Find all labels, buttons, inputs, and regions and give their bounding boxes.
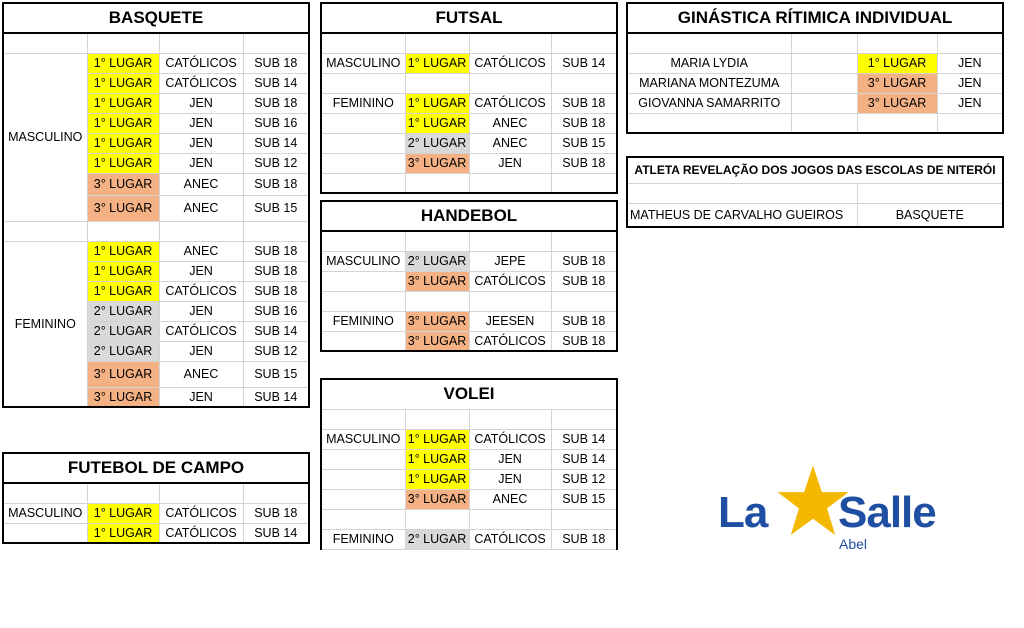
empty-cell: [321, 291, 405, 311]
table-row: [3, 523, 309, 543]
team-cell: ANEC: [469, 133, 551, 153]
empty-cell: [321, 489, 405, 509]
team-cell: ANEC: [159, 173, 243, 195]
place-cell: 3° LUGAR: [87, 195, 159, 221]
place-cell: 3° LUGAR: [405, 153, 469, 173]
team-cell: CATÓLICOS: [159, 523, 243, 543]
category-cell: SUB 14: [551, 449, 617, 469]
place-cell: 3° LUGAR: [87, 387, 159, 407]
empty-cell: [405, 73, 469, 93]
team-cell: JEPE: [469, 251, 551, 271]
place-cell: 1° LUGAR: [405, 53, 469, 73]
empty-cell: [469, 73, 551, 93]
table-row: [321, 271, 617, 291]
handebol-table: [320, 200, 618, 352]
category-cell: SUB 18: [551, 331, 617, 351]
revelacao-section: [626, 156, 1004, 228]
empty-cell: [321, 469, 405, 489]
place-cell: 2° LUGAR: [87, 341, 159, 361]
basquete-section: [2, 2, 310, 408]
basquete-table: [2, 2, 310, 408]
empty-cell: [627, 113, 791, 133]
basquete-title: BASQUETE: [3, 3, 309, 33]
empty-cell: [321, 73, 405, 93]
category-cell: SUB 14: [243, 133, 309, 153]
futsal-table: [320, 2, 618, 194]
category-cell: SUB 16: [243, 113, 309, 133]
place-cell: 1° LUGAR: [87, 153, 159, 173]
empty-cell: [243, 221, 309, 241]
place-cell: 1° LUGAR: [87, 73, 159, 93]
team-cell: JEN: [159, 387, 243, 407]
empty-cell: [321, 173, 405, 193]
team-cell: CATÓLICOS: [469, 331, 551, 351]
empty-cell: [551, 73, 617, 93]
table-row: [3, 241, 309, 261]
place-cell: 1° LUGAR: [405, 113, 469, 133]
empty-cell: [159, 221, 243, 241]
place-cell: 2° LUGAR: [405, 251, 469, 271]
futebol-section: [2, 452, 310, 544]
gender-label: FEMININO: [321, 93, 405, 113]
team-cell: JEN: [937, 93, 1003, 113]
empty-cell: [87, 221, 159, 241]
team-cell: CATÓLICOS: [159, 281, 243, 301]
category-cell: SUB 18: [243, 261, 309, 281]
logo-word-salle: Salle: [838, 488, 936, 537]
place-cell: 1° LUGAR: [87, 53, 159, 73]
category-cell: SUB 18: [551, 529, 617, 549]
empty-cell: [791, 113, 857, 133]
team-cell: CATÓLICOS: [469, 529, 551, 549]
team-cell: JEN: [469, 153, 551, 173]
futebol-table: [2, 452, 310, 544]
athlete-name-cell: GIOVANNA SAMARRITO: [627, 93, 791, 113]
table-row: [321, 93, 617, 113]
category-cell: SUB 18: [243, 241, 309, 261]
handebol-section: [320, 200, 618, 352]
revelacao-sport: BASQUETE: [857, 203, 1003, 227]
category-cell: SUB 18: [551, 153, 617, 173]
team-cell: JEN: [159, 153, 243, 173]
place-cell: 1° LUGAR: [87, 523, 159, 543]
team-cell: CATÓLICOS: [159, 53, 243, 73]
place-cell: 3° LUGAR: [857, 93, 937, 113]
team-cell: JEN: [469, 449, 551, 469]
category-cell: SUB 12: [243, 153, 309, 173]
category-cell: SUB 14: [243, 387, 309, 407]
team-cell: CATÓLICOS: [159, 73, 243, 93]
gender-label: FEMININO: [321, 311, 405, 331]
team-cell: JEN: [469, 469, 551, 489]
place-cell: 2° LUGAR: [405, 529, 469, 549]
table-row: [321, 133, 617, 153]
category-cell: SUB 18: [551, 271, 617, 291]
category-cell: SUB 15: [243, 195, 309, 221]
gender-label: MASCULINO: [321, 429, 405, 449]
volei-table: [320, 378, 618, 550]
gender-label: FEMININO: [321, 529, 405, 549]
table-row: [627, 93, 1003, 113]
empty-cell: [321, 133, 405, 153]
la-salle-logo: [718, 462, 948, 557]
category-cell: SUB 18: [551, 311, 617, 331]
category-cell: SUB 14: [551, 53, 617, 73]
empty-cell: [3, 523, 87, 543]
place-cell: 2° LUGAR: [405, 133, 469, 153]
volei-section: [320, 378, 618, 550]
gender-label: MASCULINO: [3, 503, 87, 523]
place-cell: 3° LUGAR: [405, 311, 469, 331]
category-cell: SUB 18: [551, 251, 617, 271]
gender-label: MASCULINO: [3, 53, 87, 221]
place-cell: 1° LUGAR: [405, 469, 469, 489]
category-cell: SUB 12: [243, 341, 309, 361]
team-cell: JEN: [159, 113, 243, 133]
team-cell: CATÓLICOS: [159, 503, 243, 523]
place-cell: 1° LUGAR: [405, 449, 469, 469]
place-cell: 3° LUGAR: [87, 361, 159, 387]
category-cell: SUB 16: [243, 301, 309, 321]
gender-label: MASCULINO: [321, 251, 405, 271]
category-cell: SUB 12: [551, 469, 617, 489]
place-cell: 1° LUGAR: [87, 281, 159, 301]
category-cell: SUB 14: [243, 321, 309, 341]
empty-cell: [937, 113, 1003, 133]
empty-cell: [791, 73, 857, 93]
handebol-title: HANDEBOL: [321, 201, 617, 231]
empty-cell: [857, 113, 937, 133]
table-row: [321, 429, 617, 449]
place-cell: 1° LUGAR: [405, 93, 469, 113]
category-cell: SUB 15: [551, 133, 617, 153]
futsal-title: FUTSAL: [321, 3, 617, 33]
team-cell: CATÓLICOS: [469, 271, 551, 291]
futebol-title: FUTEBOL DE CAMPO: [3, 453, 309, 483]
team-cell: ANEC: [469, 489, 551, 509]
category-cell: SUB 18: [243, 53, 309, 73]
category-cell: SUB 15: [551, 489, 617, 509]
team-cell: JEN: [159, 133, 243, 153]
empty-cell: [405, 509, 469, 529]
place-cell: 3° LUGAR: [405, 271, 469, 291]
table-row: [321, 449, 617, 469]
category-cell: SUB 15: [243, 361, 309, 387]
table-row: [321, 469, 617, 489]
place-cell: 3° LUGAR: [857, 73, 937, 93]
empty-cell: [321, 271, 405, 291]
team-cell: ANEC: [159, 241, 243, 261]
place-cell: 1° LUGAR: [87, 93, 159, 113]
place-cell: 1° LUGAR: [405, 429, 469, 449]
futsal-section: [320, 2, 618, 194]
team-cell: CATÓLICOS: [469, 53, 551, 73]
empty-cell: [551, 509, 617, 529]
team-cell: JEESEN: [469, 311, 551, 331]
revelacao-athlete: MATHEUS DE CARVALHO GUEIROS: [627, 203, 857, 227]
empty-cell: [405, 291, 469, 311]
table-row: [321, 153, 617, 173]
place-cell: 1° LUGAR: [87, 113, 159, 133]
volei-title: VOLEI: [321, 379, 617, 409]
place-cell: 3° LUGAR: [405, 489, 469, 509]
place-cell: 3° LUGAR: [87, 173, 159, 195]
ginastica-title: GINÁSTICA RÍTIMICA INDIVIDUAL: [627, 3, 1003, 33]
empty-cell: [321, 449, 405, 469]
table-row: [321, 311, 617, 331]
empty-cell: [551, 173, 617, 193]
place-cell: 2° LUGAR: [87, 321, 159, 341]
empty-cell: [321, 153, 405, 173]
team-cell: JEN: [159, 93, 243, 113]
category-cell: SUB 18: [551, 113, 617, 133]
table-row: [321, 331, 617, 351]
empty-cell: [551, 291, 617, 311]
table-row: [321, 251, 617, 271]
category-cell: SUB 18: [243, 503, 309, 523]
category-cell: SUB 18: [551, 93, 617, 113]
team-cell: JEN: [159, 341, 243, 361]
revelacao-table: [626, 156, 1004, 228]
place-cell: 1° LUGAR: [87, 133, 159, 153]
logo-word-la: La: [718, 488, 768, 537]
place-cell: 2° LUGAR: [87, 301, 159, 321]
table-row: [321, 53, 617, 73]
team-cell: JEN: [159, 261, 243, 281]
place-cell: 3° LUGAR: [405, 331, 469, 351]
team-cell: JEN: [937, 73, 1003, 93]
empty-cell: [3, 221, 87, 241]
logo-sub-abel: Abel: [839, 536, 868, 552]
category-cell: SUB 14: [243, 73, 309, 93]
ginastica-table: [626, 2, 1004, 134]
team-cell: CATÓLICOS: [469, 93, 551, 113]
empty-cell: [469, 173, 551, 193]
team-cell: JEN: [159, 301, 243, 321]
table-row: [321, 489, 617, 509]
team-cell: JEN: [937, 53, 1003, 73]
place-cell: 1° LUGAR: [87, 261, 159, 281]
category-cell: SUB 14: [243, 523, 309, 543]
place-cell: 1° LUGAR: [87, 503, 159, 523]
empty-cell: [405, 173, 469, 193]
empty-cell: [469, 291, 551, 311]
empty-cell: [321, 113, 405, 133]
revelacao-title: ATLETA REVELAÇÃO DOS JOGOS DAS ESCOLAS DE NITERÓI: [627, 157, 1003, 183]
empty-cell: [791, 93, 857, 113]
table-row: [321, 113, 617, 133]
team-cell: ANEC: [159, 361, 243, 387]
place-cell: 1° LUGAR: [857, 53, 937, 73]
team-cell: CATÓLICOS: [469, 429, 551, 449]
category-cell: SUB 18: [243, 173, 309, 195]
empty-cell: [321, 331, 405, 351]
category-cell: SUB 14: [551, 429, 617, 449]
category-cell: SUB 18: [243, 281, 309, 301]
table-row: [627, 73, 1003, 93]
gender-label: MASCULINO: [321, 53, 405, 73]
empty-cell: [469, 509, 551, 529]
empty-cell: [791, 53, 857, 73]
ginastica-section: [626, 2, 1004, 134]
category-cell: SUB 18: [243, 93, 309, 113]
team-cell: ANEC: [469, 113, 551, 133]
table-row: [321, 529, 617, 549]
gender-label: FEMININO: [3, 241, 87, 407]
athlete-name-cell: MARIANA MONTEZUMA: [627, 73, 791, 93]
table-row: [3, 503, 309, 523]
athlete-name-cell: MARIA LYDIA: [627, 53, 791, 73]
place-cell: 1° LUGAR: [87, 241, 159, 261]
team-cell: CATÓLICOS: [159, 321, 243, 341]
table-row: [3, 53, 309, 73]
empty-cell: [321, 509, 405, 529]
table-row: [627, 53, 1003, 73]
team-cell: ANEC: [159, 195, 243, 221]
